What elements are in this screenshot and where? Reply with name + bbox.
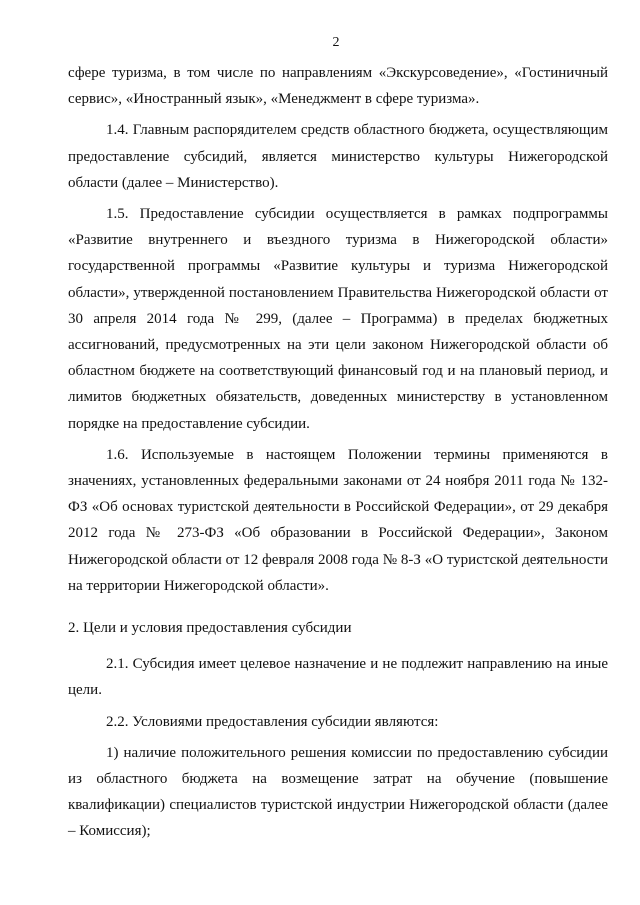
document-body bbox=[68, 60, 608, 845]
section-heading: 2. Цели и условия предоставления субсидии bbox=[68, 620, 352, 637]
paragraph-2-2: 2.2. Условиями предоставления субсидии являются: bbox=[106, 713, 439, 730]
paragraph-1-6: 1.6. Используемые в настоящем Положении термины применяются в значениях, установленных федеральными законами от 24 ноября 2011 года № 132-ФЗ «Об основах туристской деятельности в Российской Федерации», от 29 декабря 2012 года № 273-ФЗ «Об образовании в Российской Федерации», Законом Нижегородской области от 12 февраля 2008 года № 8-З «О туристской деятельности на территории Нижегородской области». bbox=[68, 446, 608, 594]
paragraph-1-4: 1.4. Главным распорядителем средств областного бюджета, осуществляющим предоставление субсидий, является министерство культуры Нижегородской области (далее – Министерство). bbox=[68, 122, 608, 191]
paragraph-2-2-item-1: 1) наличие положительного решения комиссии по предоставлению субсидии из областного бюджета на возмещение затрат на обучение (повышение квалификации) специалистов туристской индустрии Нижегородской области (далее – Комиссия); bbox=[68, 744, 608, 840]
paragraph-continuation: сфере туризма, в том числе по направлениям «Экскурсоведение», «Гостиничный сервис», «Иностранный язык», «Менеджмент в сфере туризма». bbox=[68, 65, 608, 108]
paragraph-1-5: 1.5. Предоставление субсидии осуществляется в рамках подпрограммы «Развитие внутреннего и въездного туризма в Нижегородской области» государственной программы «Развитие культуры и туризма Нижегородской области», утвержденной постановлением Правительства Нижегородской области от 30 апреля 2014 года № 299, (далее – Программа) в пределах бюджетных ассигнований, предусмотренных на эти цели законом Нижегородской области об областном бюджете на соответствующий финансовый год и на плановый период, и лимитов бюджетных обязательств, доведенных министерству в установленном порядке на предоставление субсидии. bbox=[68, 206, 608, 432]
page-number: 2 bbox=[332, 35, 340, 50]
paragraph-2-1: 2.1. Субсидия имеет целевое назначение и не подлежит направлению на иные цели. bbox=[68, 656, 608, 699]
